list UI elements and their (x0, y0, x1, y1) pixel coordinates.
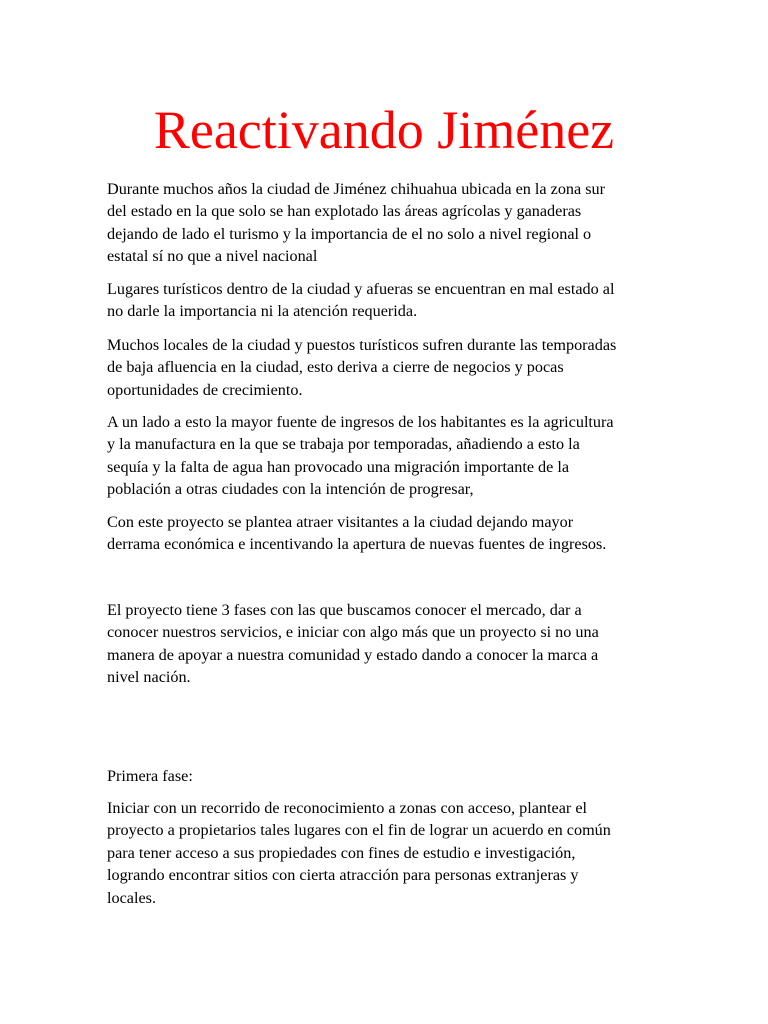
paragraph-line: proyecto a propietarios tales lugares con el fin de lograr un acuerdo en común (107, 821, 611, 840)
paragraph-line: no darle la importancia ni la atención requerida. (107, 302, 418, 321)
paragraph-line: Lugares turísticos dentro de la ciudad y afueras se encuentran en mal estado al (107, 280, 615, 298)
paragraph-tourist-sites (107, 278, 667, 323)
paragraph-first-phase (107, 797, 667, 909)
paragraph-line: manera de apoyar a nuestra comunidad y estado dando a conocer la marca a (107, 645, 599, 664)
paragraph-line: Primera fase: (107, 767, 193, 785)
document-title: Reactivando Jiménez (153, 100, 615, 160)
paragraph-line: sequía y la falta de agua han provocado una migración importante de la (107, 457, 570, 476)
paragraph-line: estatal sí no que a nivel nacional (107, 247, 318, 266)
paragraph-project-phases (107, 599, 667, 689)
paragraph-line: conocer nuestros servicios, e iniciar con algo más que un proyecto si no una (107, 623, 599, 642)
paragraph-line: Iniciar con un recorrido de reconocimiento a zonas con acceso, plantear el (107, 799, 587, 817)
paragraph-line: Con este proyecto se plantea atraer visitantes a la ciudad dejando mayor (107, 513, 574, 531)
paragraph-line: para tener acceso a sus propiedades con fines de estudio e investigación, (107, 843, 576, 862)
paragraph-project-goal (107, 511, 667, 556)
paragraph-line: de baja afluencia en la ciudad, esto deriva a cierre de negocios y pocas (107, 358, 564, 377)
paragraph-line: locales. (107, 888, 156, 907)
paragraph-line: del estado en la que solo se han explotado las áreas agrícolas y ganaderas (107, 202, 582, 221)
paragraph-line: dejando de lado el turismo y la importancia de el no solo a nivel regional o (107, 224, 592, 243)
paragraph-line: derrama económica e incentivando la apertura de nuevas fuentes de ingresos. (107, 535, 607, 554)
paragraph-line: logrando encontrar sitios con cierta atracción para personas extranjeras y (107, 866, 579, 885)
paragraph-line: oportunidades de crecimiento. (107, 380, 303, 399)
paragraph-line: El proyecto tiene 3 fases con las que buscamos conocer el mercado, dar a (107, 601, 582, 619)
paragraph-line: nivel nación. (107, 668, 191, 687)
paragraph-local-businesses (107, 334, 667, 401)
paragraph-line: población a otras ciudades con la intención de progresar, (107, 480, 474, 499)
paragraph-economy (107, 411, 667, 501)
paragraph-line: Muchos locales de la ciudad y puestos turísticos sufren durante las temporadas (107, 336, 617, 354)
paragraph-line: A un lado a esto la mayor fuente de ingresos de los habitantes es la agricultura (107, 413, 614, 431)
paragraph-line: Durante muchos años la ciudad de Jiménez chihuahua ubicada en la zona sur (107, 180, 606, 198)
paragraph-line: y la manufactura en la que se trabaja por temporadas, añadiendo a esto la (107, 435, 580, 454)
paragraph-intro (107, 178, 667, 268)
section-heading-first-phase (107, 765, 667, 787)
